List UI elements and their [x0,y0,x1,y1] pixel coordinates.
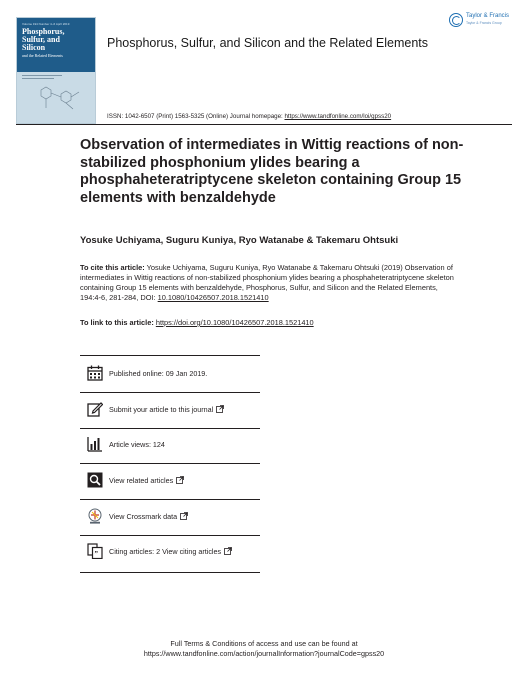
divider [80,535,260,536]
related-articles-link[interactable] [109,476,184,485]
citing-articles-link[interactable] [109,547,232,556]
article-views-text: Article views: 124 [109,440,165,449]
divider [80,463,260,464]
divider [80,572,260,573]
divider [80,355,260,356]
journal-title[interactable]: Phosphorus, Sulfur, and Silicon and the Related Elements [107,36,429,50]
footer-terms-text: Full Terms & Conditions of access and use can be found at [170,639,358,648]
divider [80,428,260,429]
submit-article-link[interactable] [109,405,224,414]
submit-article-row[interactable] [87,401,287,419]
crossmark-text: View Crossmark data [109,512,178,521]
issn-line [107,113,391,120]
article-link-label: To link to this article: [80,318,156,327]
citation-text: Yosuke Uchiyama, Suguru Kuniya, Ryo Watanabe & Takemaru Ohtsuki (2019) Observation of intermediates in Wittig reactions of non-stabilized phosphonium ylides bearing a phosphaheteratriptycene skeleton containing Group 15 elements with benzaldehyde, Phosphorus, Sulfur, and Silicon and the Related Elements, 194:4-6, 281-284, DOI: [80,263,454,302]
bar-chart-icon [87,436,103,452]
footer-terms-link[interactable]: https://www.tandfonline.com/action/journalInformation?journalCode=gpss20 [143,649,385,658]
publisher-tagline: Taylor & Francis Group [466,21,502,25]
cover-header [17,18,95,72]
citation-label: To cite this article: [80,263,145,272]
external-link-icon [224,547,232,555]
cover-title-line-3: Silicon [22,43,46,52]
edit-icon [87,401,103,417]
header-divider [16,124,512,125]
crossmark-link[interactable] [109,512,188,521]
cover-subtitle: and the Related Elements [22,53,63,58]
divider [80,499,260,500]
related-articles-row[interactable] [87,472,287,490]
footer [0,639,528,659]
journal-homepage-link[interactable]: https://www.tandfonline.com/loi/gpss20 [284,113,392,120]
external-link-icon [176,476,184,484]
citation-doi-link[interactable]: 10.1080/10426507.2018.1521410 [157,293,269,302]
article-title: Observation of intermediates in Wittig reactions of non-stabilized phosphonium ylides bearing a phosphaheteratriptycene skeleton containing Group 15 elements with benzaldehyde [80,137,464,206]
article-doi-link[interactable]: https://doi.org/10.1080/10426507.2018.1521410 [155,318,314,327]
journal-cover-thumbnail[interactable] [16,17,96,124]
publisher-logo-icon [449,13,463,27]
citing-articles-text: Citing articles: 2 View citing articles [109,547,222,556]
crossmark-icon [87,508,103,524]
external-link-icon [180,512,188,520]
svg-text:”: ” [94,550,98,558]
published-online-row [87,365,287,383]
cover-chemical-diagram [31,82,85,112]
citation-block [80,263,460,303]
issn-text: ISSN: 1042-6507 (Print) 1563-5325 (Online) Journal homepage: [107,113,285,120]
citing-articles-icon [87,543,103,559]
cover-title-line-2: Sulfur, and [22,35,60,44]
article-views-row [87,436,287,454]
cover-meta: Volume 194 Number 4–6 April 2019 [22,22,70,26]
calendar-icon [87,365,103,381]
crossmark-row[interactable] [87,508,287,526]
submit-article-text: Submit your article to this journal [109,405,214,414]
cover-title-line-1: Phosphorus, [22,27,65,36]
publisher-logo[interactable] [449,12,519,30]
article-authors: Yosuke Uchiyama, Suguru Kuniya, Ryo Watanabe & Takemaru Ohtsuki [80,235,399,246]
citing-articles-row[interactable] [87,543,287,561]
external-link-icon [216,405,224,413]
publisher-name: Taylor & Francis [466,13,510,19]
published-online-text: Published online: 09 Jan 2019. [109,369,208,378]
article-link-line [80,318,314,327]
divider [80,392,260,393]
related-articles-text: View related articles [109,476,174,485]
search-icon [87,472,103,488]
